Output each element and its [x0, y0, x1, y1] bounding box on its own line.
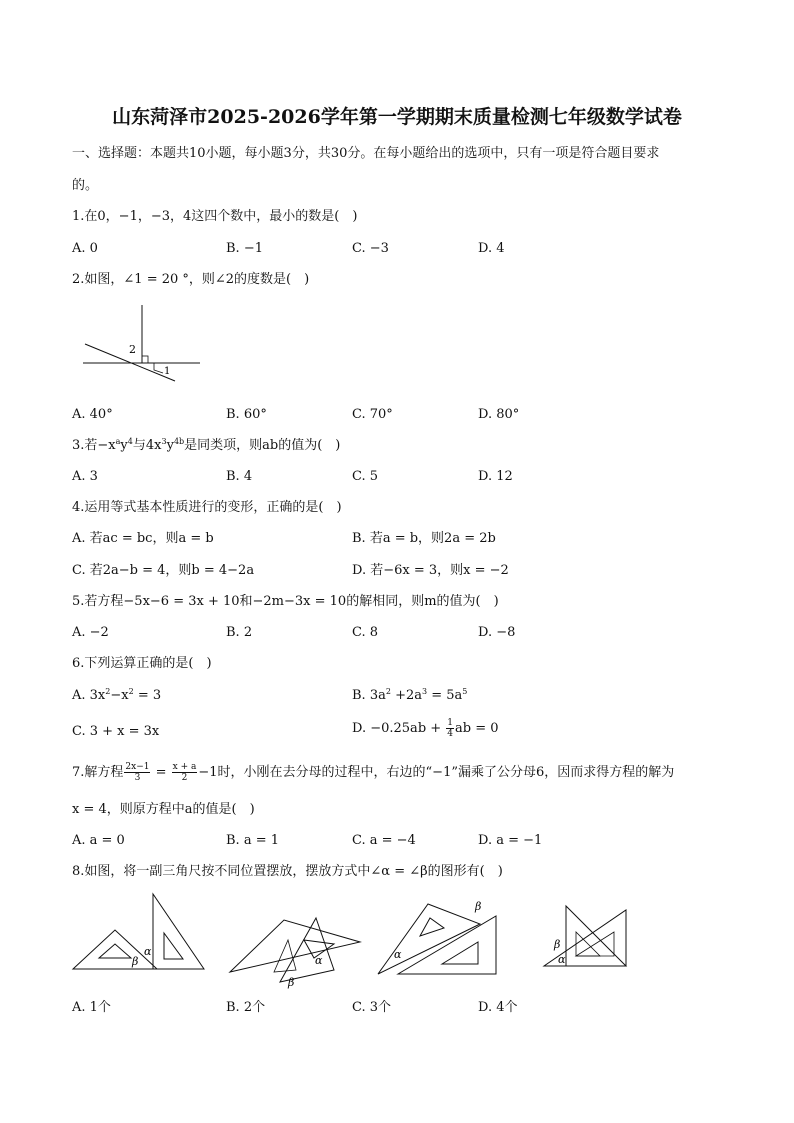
section-instructions-line1: 一、选择题：本题共10小题，每小题3分，共30分。在每小题给出的选项中，只有一项是符合题目要求 — [72, 146, 660, 161]
q8-option-a: A. 1个 — [72, 1000, 111, 1015]
q7-option-b: B. a = 1 — [226, 833, 279, 848]
q6-option-d: D. −0.25ab + $\frac{1}{4}$ ab = 0 — [352, 718, 499, 739]
q2-option-d: D. 80° — [478, 407, 520, 422]
q8-figure-3 — [374, 896, 504, 976]
q7-fraction-right: $\frac{x + a}{2}$ — [172, 762, 197, 783]
q2-option-b: B. 60° — [226, 407, 267, 422]
q4-option-c: C. 若2a−b = 4，则b = 4−2a — [72, 563, 255, 578]
q8-figure-1 — [70, 888, 210, 974]
q4-stem: 4.运用等式基本性质进行的变形，正确的是( ) — [72, 500, 342, 515]
q8-figure-2 — [226, 912, 366, 990]
q2-option-c: C. 70° — [352, 407, 393, 422]
q8-fig1-alpha: α — [144, 945, 152, 958]
q4-option-d: D. 若−6x = 3，则x = −2 — [352, 563, 509, 578]
q8-fig3-alpha: α — [394, 948, 402, 961]
q2-fig-label-2: 2 — [129, 343, 136, 356]
q8-fig1-beta: β — [132, 955, 139, 968]
q7-option-c: C. a = −4 — [352, 833, 416, 848]
q7-stem: 7.解方程 $\frac{2x-1}{3}$ = $\frac{x + a}{2}$ −1时，小刚在去分母的过程中，右边的“−1”漏乘了公分母6，因而求得方程的解为 — [72, 762, 675, 783]
q8-fig4-alpha: α — [558, 953, 566, 966]
q7-option-d: D. a = −1 — [478, 833, 543, 848]
q6-option-a: A. $3x^2-x^2 = 3$ — [72, 687, 162, 703]
q5-option-a: A. −2 — [72, 625, 109, 640]
q7-stem-line2: x = 4，则原方程中a的值是( ) — [72, 802, 255, 817]
q5-option-c: C. 8 — [352, 625, 379, 640]
q1-option-d: D. 4 — [478, 241, 505, 256]
q3-stem: 3.若$-x^ay^4$与$4x^3y^{4b}$是同类项，则ab的值为( ) — [72, 437, 341, 453]
q8-figure-4 — [540, 902, 632, 972]
q2-stem: 2.如图，∠1 = 20 °，则∠2的度数是( ) — [72, 272, 310, 287]
q8-fig4-beta: β — [554, 938, 561, 951]
q8-option-b: B. 2个 — [226, 1000, 266, 1015]
q4-option-b: B. 若a = b，则2a = 2b — [352, 531, 496, 546]
q4-option-a: A. 若ac = bc，则a = b — [72, 531, 214, 546]
q3-option-b: B. 4 — [226, 469, 253, 484]
exam-title: 山东菏泽市2025-2026学年第一学期期末质量检测七年级数学试卷 — [112, 106, 682, 128]
q8-option-d: D. 4个 — [478, 1000, 518, 1015]
q3-option-c: C. 5 — [352, 469, 379, 484]
q6-d-fraction: $\frac{1}{4}$ — [447, 718, 454, 739]
q8-fig2-beta: β — [288, 976, 295, 989]
q7-fraction-left: $\frac{2x-1}{3}$ — [125, 762, 150, 783]
q5-stem: 5.若方程−5x−6 = 3x + 10和−2m−3x = 10的解相同，则m的值为( ) — [72, 594, 499, 609]
q2-figure — [80, 305, 202, 385]
q2-fig-label-1: 1 — [164, 366, 171, 377]
q1-option-b: B. −1 — [226, 241, 263, 256]
q5-option-b: B. 2 — [226, 625, 253, 640]
q2-option-a: A. 40° — [72, 407, 113, 422]
q6-stem: 6.下列运算正确的是( ) — [72, 656, 212, 671]
section-instructions-line2: 的。 — [72, 178, 99, 193]
q3-option-a: A. 3 — [72, 469, 98, 484]
q1-stem: 1.在0，−1，−3，4这四个数中，最小的数是( ) — [72, 209, 358, 224]
q7-option-a: A. a = 0 — [72, 833, 125, 848]
q6-option-b: B. $3a^2 +2a^3 = 5a^5$ — [352, 687, 468, 703]
q8-option-c: C. 3个 — [352, 1000, 392, 1015]
q8-fig3-beta: β — [475, 900, 482, 913]
q8-stem: 8.如图，将一副三角尺按不同位置摆放，摆放方式中∠α = ∠β的图形有( ) — [72, 864, 503, 879]
q1-option-c: C. −3 — [352, 241, 389, 256]
q5-option-d: D. −8 — [478, 625, 516, 640]
q8-fig2-alpha: α — [315, 954, 323, 967]
q1-option-a: A. 0 — [72, 241, 98, 256]
q6-option-c: C. 3 + x = 3x — [72, 724, 160, 739]
q3-option-d: D. 12 — [478, 469, 513, 484]
